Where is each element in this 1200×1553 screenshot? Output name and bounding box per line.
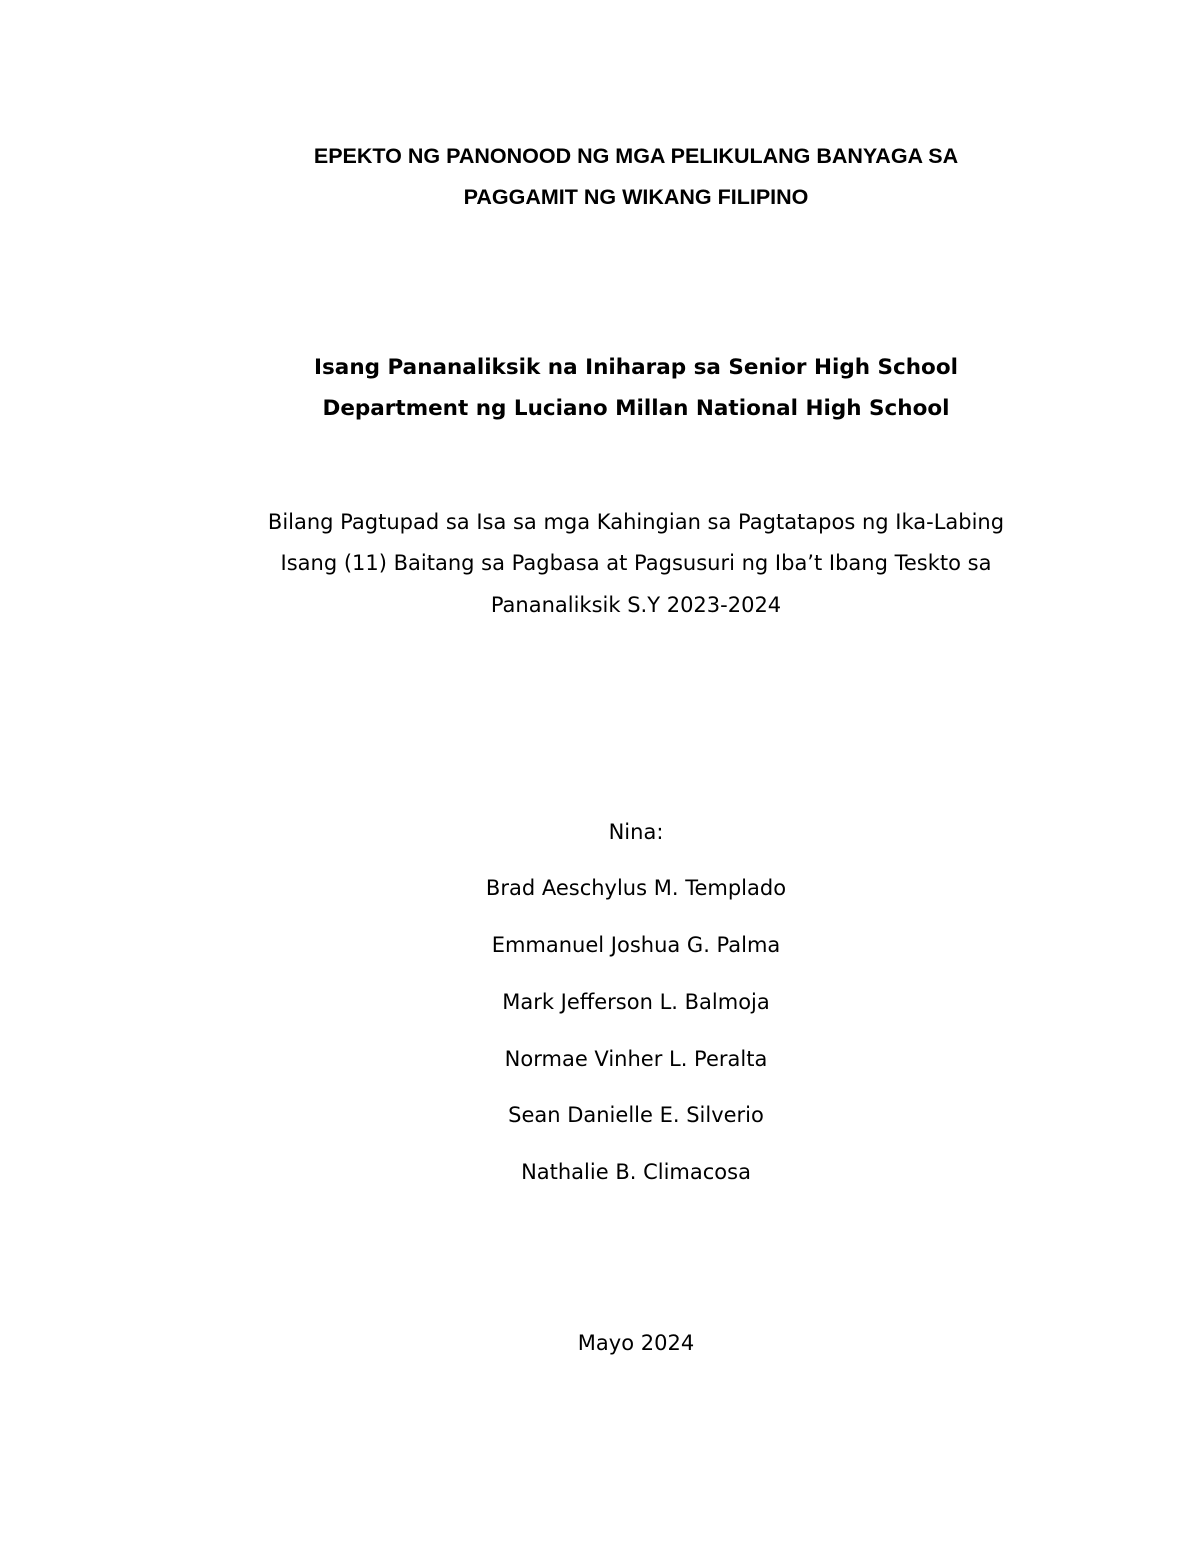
author-name: Brad Aeschylus M. Templado bbox=[485, 876, 787, 900]
authors-label: Nina: bbox=[608, 820, 664, 844]
author-name: Nathalie B. Climacosa bbox=[521, 1160, 751, 1184]
requirement-line-3: Pananaliksik S.Y 2023-2024 bbox=[490, 593, 782, 617]
presentation-line-2: Department ng Luciano Millan National High School bbox=[322, 396, 950, 421]
title-line-2: PAGGAMIT NG WIKANG FILIPINO bbox=[463, 185, 809, 209]
author-name: Emmanuel Joshua G. Palma bbox=[491, 933, 781, 957]
requirement-line-2: Isang (11) Baitang sa Pagbasa at Pagsusuri ng Iba’t Ibang Teskto sa bbox=[280, 551, 992, 575]
document-date: Mayo 2024 bbox=[577, 1331, 695, 1355]
author-name: Sean Danielle E. Silverio bbox=[508, 1103, 764, 1127]
author-name: Mark Jefferson L. Balmoja bbox=[502, 990, 770, 1014]
presentation-line-1: Isang Pananaliksik na Iniharap sa Senior High School bbox=[314, 355, 958, 380]
title-line-1: EPEKTO NG PANONOOD NG MGA PELIKULANG BANYAGA SA bbox=[313, 144, 959, 168]
requirement-line-1: Bilang Pagtupad sa Isa sa mga Kahingian sa Pagtatapos ng Ika-Labing bbox=[267, 510, 1005, 534]
author-name: Normae Vinher L. Peralta bbox=[504, 1047, 768, 1071]
